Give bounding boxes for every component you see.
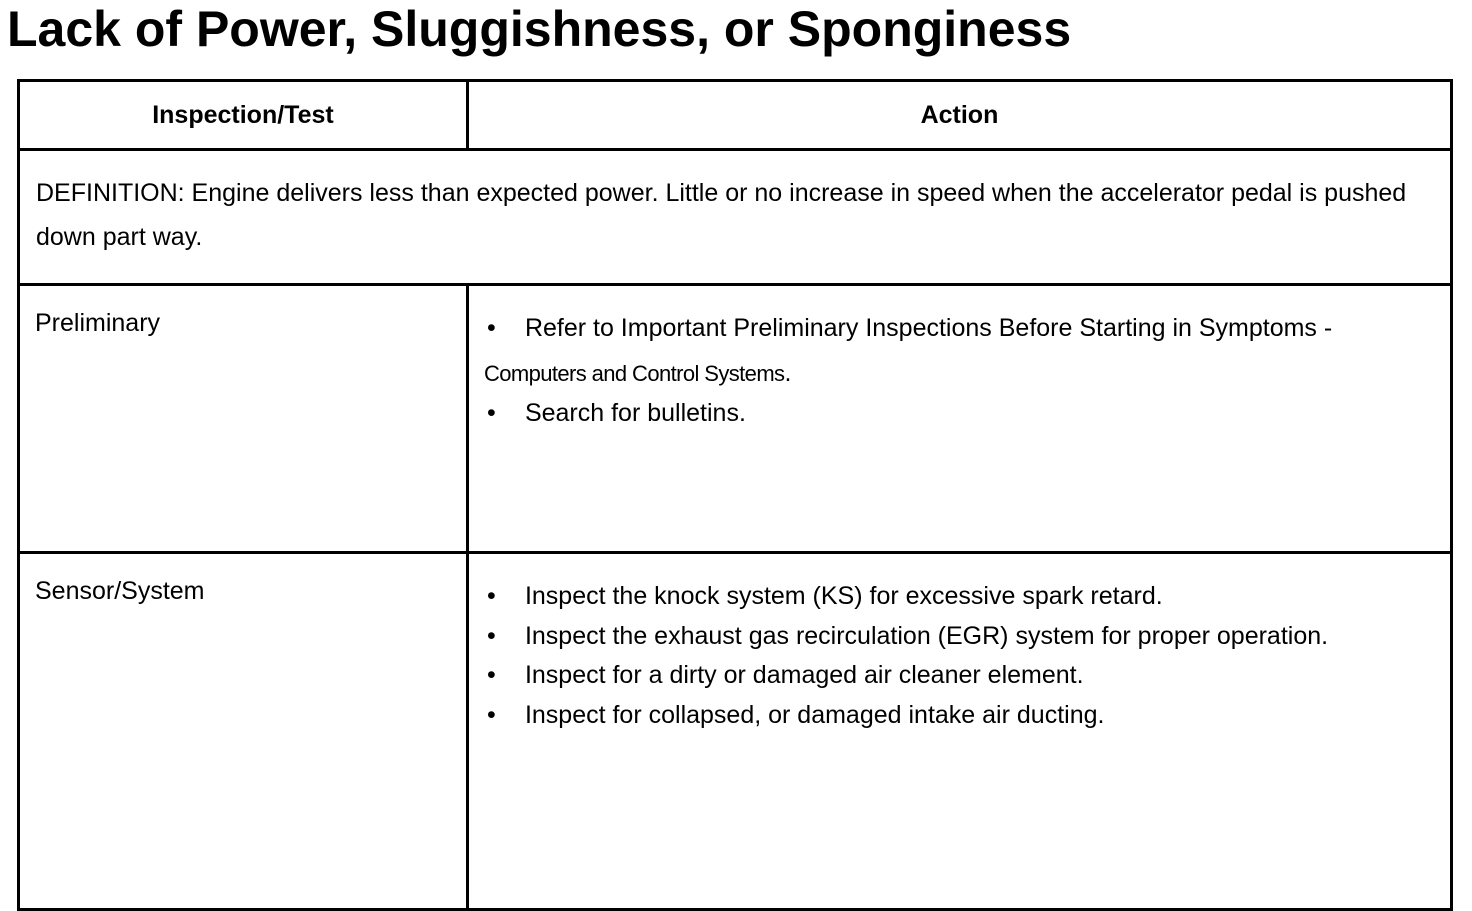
- table-row-preliminary: [19, 285, 1452, 553]
- bullet-icon: •: [486, 314, 496, 342]
- reference-link[interactable]: Computers and Control Systems: [483, 360, 785, 386]
- action-item: [484, 653, 1434, 698]
- action-cell-sensor-system: [467, 553, 1451, 910]
- definition-text: DEFINITION: Engine delivers less than expected power. Little or no increase in speed when the accelerator pedal is pushed down part way.: [19, 150, 1452, 285]
- bullet-icon: •: [486, 621, 496, 650]
- table-row-sensor-system: [19, 553, 1452, 910]
- action-header: Action: [467, 81, 1451, 150]
- page-title: Lack of Power, Sluggishness, or Sponginess: [7, 1, 1072, 57]
- action-item: [484, 391, 1434, 436]
- definition-row: [19, 150, 1452, 285]
- bullet-icon: •: [486, 399, 496, 427]
- action-list-sensor-system: [484, 574, 1434, 737]
- inspection-label-sensor-system: Sensor/System: [19, 553, 468, 910]
- action-text: Inspect the knock system (KS) for excessive spark retard.: [524, 582, 1163, 610]
- action-text: Inspect for a dirty or damaged air cleaner element.: [524, 661, 1084, 689]
- action-item: [484, 306, 1434, 396]
- bullet-icon: •: [486, 661, 496, 689]
- action-text: Inspect the exhaust gas recirculation (EGR) system for proper operation.: [524, 621, 1329, 650]
- table-header-row: [19, 81, 1452, 150]
- inspection-label-preliminary: Preliminary: [19, 285, 468, 553]
- action-text-suffix: .: [784, 358, 792, 387]
- diagnostic-table: [17, 79, 1453, 911]
- action-text: Search for bulletins.: [524, 399, 746, 427]
- action-text: Inspect for collapsed, or damaged intake air ducting.: [524, 700, 1105, 729]
- action-item: [484, 614, 1434, 659]
- bullet-icon: •: [486, 582, 496, 610]
- inspection-test-header: Inspection/Test: [19, 81, 468, 150]
- action-cell-preliminary: [467, 285, 1451, 553]
- action-item: [484, 693, 1434, 738]
- action-list-preliminary: [484, 306, 1434, 436]
- bullet-icon: •: [486, 700, 496, 729]
- action-text: Refer to Important Preliminary Inspections Before Starting in Symptoms -: [524, 314, 1333, 342]
- action-item: [484, 574, 1434, 619]
